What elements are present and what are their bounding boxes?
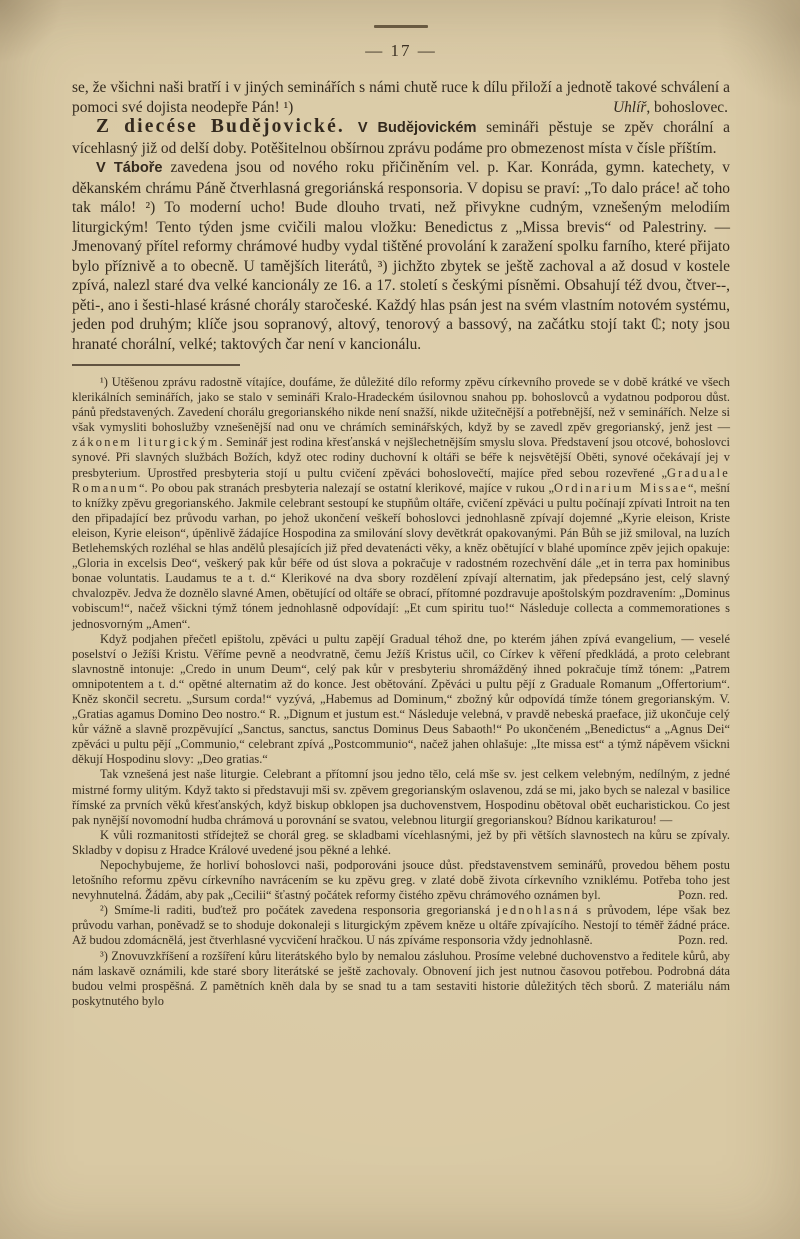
text-segment: “. Po obou pak stranách presbyteria nalezají se ostatní klerikové, majíce v rukou „ <box>139 480 554 495</box>
diocese-heading-paragraph <box>72 117 730 158</box>
text-segment: Uhlíř <box>612 98 647 116</box>
footnote-1-paragraph-4 <box>72 828 730 858</box>
text-segment: semináři pěstuje se zpěv chorální a vícehlasný již od delší doby. Potěšitelnou obšírnou zprávu podáme pro obmezenost místa v čísle příštím. <box>72 119 731 157</box>
text-segment: zákonem liturgickým <box>72 435 220 450</box>
text-segment: “, mešní to knížky zpěvu gregorianského. Jakmile celebrant sestoupí ke stupňům oltáře, cvičení zpěváci u pultu počínají zpívati Introit na ten den připadající bez průvodu varhan, po jehož ukončení veškeří bohoslovci jednohlasně zpívají dojemné „Kyrie eleison, Kriste eleison, Kyrie eleison“, úpěnlivě žádajíce Hospodina za smilování slovy devětkrát opakovanými. Pán Bůh se již smiloval, na luzích Betlehemských rozléhal se hlas andělů plesajících již před devatenácti věky, a kněz obětující v blahé upomínce zpěv jejich opakuje: „Gloria in excelsis Deo“, veškerý pak kůr béře od úst slova a pokračuje v radostném rozechvění dále „et in terra pax hominibus bonae voluntatis. Laudamus te a t. d.“ Klerikové na dva sbory rozdělení zpívají alternatim, jak předepsáno jest, celý slavný chvalozpěv. Jedva že doznělo slavné Amen, obětující od oltáře se obrací, přítomné pozdravuje apoštolským pozdravením: „Dominus vobiscum!“, načež všickni týmž tónem jednohlasně odpovídají: „Et cum spiritu tuo!“ Následuje collecta a commemorationes s jednosvorným „Amen“. <box>72 480 730 631</box>
text-segment: Ordinarium Missae <box>553 480 689 495</box>
text-segment: jednohlasná <box>496 903 580 918</box>
article-body <box>72 78 730 354</box>
footnote-2-paragraph <box>72 903 730 948</box>
footnote-1-paragraph-5 <box>72 858 730 903</box>
text-segment: Tak vznešená jest naše liturgie. Celebrant a přítomní jsou jedno tělo, celá mše sv. jest celkem velebným, nedílným, z jedné mistrné formy ulitým. Když takto si představuji mši sv. zpěvem gregorianským oslavenou, zdá se mi, jako bych se nalezal v basilice římské za prvních věků křesťanských, když biskup obklopen jsa duchovenstvem, Hospodinu obětoval obět eucharistickou. Co jest pak nynější novomodní hudba chrámová u porovnání se svatou, velebnou liturgií gregorianskou? Bídnou karikaturou! — <box>72 767 730 827</box>
text-segment: , bohoslovec. <box>646 98 728 116</box>
text-segment: Graduale Romanum <box>72 465 730 495</box>
text-segment: ³) Znovuvzkříšení a rozšíření kůru literátského bylo by nemalou zásluhou. Prosíme velebné duchovenstvo a ředitele kůrů, aby nám laskavě oznámili, kde staré sbory literátské se ještě zachovaly. Obnovení jich jest nutnou časovou potřebou. Podrobná dáta budou velmi prospěšná. Z pamětních kněh dala by se snad tu a tam sestaviti historie důležitých těch sborů. Z materiálu nám poskytnutého bylo <box>72 948 730 1008</box>
page-header <box>72 0 730 61</box>
page-content <box>72 0 730 1009</box>
text-segment: se, že všichni naši bratří i v jiných seminářích s námi chutě ruce k dílu přiloží a jednotě takové schválení a pomoci své dojista neodepře Pán! ¹) <box>72 79 730 116</box>
text-segment: V Budějovickém <box>357 120 477 136</box>
intro-continuation-paragraph <box>72 78 730 117</box>
text-segment: Pozn. red. <box>678 888 728 903</box>
footnote-divider-rule <box>72 364 240 366</box>
footnote-1-paragraph-3 <box>72 767 730 827</box>
text-segment: s průvodem, lépe však bez průvodu varhan, poněvadž se to shoduje dokonaleji s liturgickým zpěvem kněze u oltáře zpívajícího. Nestojí to téměř žádné práce. Až budou zdomácnělá, jest čtverhlasné vycvičení hračkou. U nás zpíváme responsoria vždy jednohlasně. <box>72 903 730 948</box>
text-segment: Pozn. red. <box>678 933 728 948</box>
footnote-2-text <box>72 903 730 947</box>
footnote-1-paragraph-1 <box>72 375 730 632</box>
author-signature <box>613 98 728 118</box>
footnote-1-closing-text <box>72 858 730 902</box>
editor-note-mark-2 <box>678 933 728 948</box>
header-ornament-rule <box>374 25 428 28</box>
tabor-report-paragraph <box>72 158 730 354</box>
text-segment: Nepochybujeme, že horliví bohoslovci naši, podporováni jsouce důst. představenstvem seminářů, provedou během postu letošního reformu zpěvu církevního navrácením se ku zpěvu greg. v zlaté době života církevního vzniklému. Potřeba toho jest nevyhnutelná. Žádám, aby pak „Cecilii“ šťastný počátek reformy čistého zpěvu chrámového oznámen byl. <box>72 858 730 903</box>
footnote-3-paragraph <box>72 949 730 1009</box>
footnotes-section <box>72 375 730 1009</box>
text-segment: Když podjahen přečetl epištolu, zpěváci u pultu zapějí Gradual téhož dne, po kterém jáhen zpívá evangelium, — veselé poselství o Ježíši Kristu. Věříme pevně a neodvratně, čemu Ježíš Kristus učil, co Církev k věření předkládá, a proto celebrant slavnostně intonuje: „Credo in unum Deum“, celý pak kůr v presbyteriu shromážděný ihned pokračuje tímž tónem: „Patrem omnipotentem a t. d.“ opětné alternatim až do konce. Jest obětování. Zpěváci u pultu pějí z Graduale Romanum „Offertorium“. Kněz skončil secretu. „Sursum corda!“ vyzývá, „Habemus ad Dominum,“ zbožný kůr odpovídá tímže tónem gregorianským. V. „Gratias agamus Domino Deo nostro.“ R. „Dignum et justum est.“ Následuje velebná, v pravdě nebeská praeface, již ukončuje celý kůr vážně a slavně prozpěvující „Sanctus, sanctus, sanctus Dominus Deus Sabaoth!“ Po ukončeném „Benedictus“ a „Agnus Dei“ zpěváci u pultu pějí „Communio,“ celebrant zpívá „Postcommunio“, načež jahen ohlašuje: „Ite missa est“ a týmž nápěvem všickni děkují Hospodinu slovy: „Deo gratias.“ <box>72 631 730 767</box>
text-segment: V Táboře <box>96 160 163 176</box>
footnote-1-paragraph-2 <box>72 632 730 768</box>
text-segment: zavedena jsou od nového roku přičiněním vel. p. Kar. Konráda, gymn. katechety, v děkanském chrámu Páně čtverhlasná gregoriánská responsoria. V dopisu se praví: „To dalo práce! ač toho tak málo! ²) To moderní ucho! Bude dlouho trvati, než přivykne cudným, vznešeným melodiím liturgickým! Tento týden jsme cvičili malou vložku: Benedictus z „Missa brevis“ od Palestriny. — Jmenovaný přítel reformy chrámové hudby vydal tištěné provolání k zaražení spolku farního, které přijato bylo příznivě a to obecně. U tamějších literátů, ³) jichžto zbytek se ještě zachoval a až dosud v kostele zpívá, nalezl staré dva velké kancionály ze 16. a 17. století s českými písněmi. Obsahují též dvou, čtver--, pěti-, ano i šesti-hlasé krásné chorály staročeské. Každý hlas psán jest na svém vlastním notovém systému, jeden pod druhým; klíče jsou sopranový, altový, tenorový a bassový, na začátku stojí takt ₵; noty jsou hranaté chorální, velké; taktových čar není v kancionálu. <box>72 159 730 353</box>
text-segment: Z diecése Budějovické. <box>96 116 358 137</box>
text-segment: ¹) Utěšenou zprávu radostně vítajíce, doufáme, že důležité dílo reformy zpěvu církevního provede se v době krátké ve všech klerikálních seminářích, jako se stalo v semináři Kralo-Hradeckém úsilovnou snahou pp. bohoslovců a vydatnou podporou důst. pánů představených. Zavedení chorálu gregorianského nikde není snažší, nikde užitečnější a potřebnější, než v seminářích. Nelze si však vymysliti bohoslužby vznešenější nad onu ve chrámích seminářských, když by se zavedl zpěv gregorianský, jenž jest — <box>72 375 730 435</box>
text-segment: K vůli rozmanitosti střídejtež se chorál greg. se skladbami vícehlasnými, jež by při větších slavnostech na kůru se zpívaly. Skladby v dopisu z Hradce Králové uvedené jsou pěkné a lehké. <box>72 827 730 857</box>
page-number: — 17 — <box>365 41 437 60</box>
text-segment: ²) Smíme-li raditi, buďtež pro počátek zavedena responsoria gregorianská <box>100 903 497 918</box>
text-segment: . Seminář jest rodina křesťanská v nejšlechetnějším smyslu slova. Představení jsou otcové, bohoslovci synové. Při slavných službách Božích, když otec rodiny duchovní k oltáři se béře k nejsvětější Oběti, synové očekávají jej v presbyterium. Uprostřed presbyteria stojí u pultu cvičení zpěváci bohoslovečtí, majíce před sebou rozevřené „ <box>72 435 730 480</box>
editor-note-mark-1 <box>678 888 728 903</box>
